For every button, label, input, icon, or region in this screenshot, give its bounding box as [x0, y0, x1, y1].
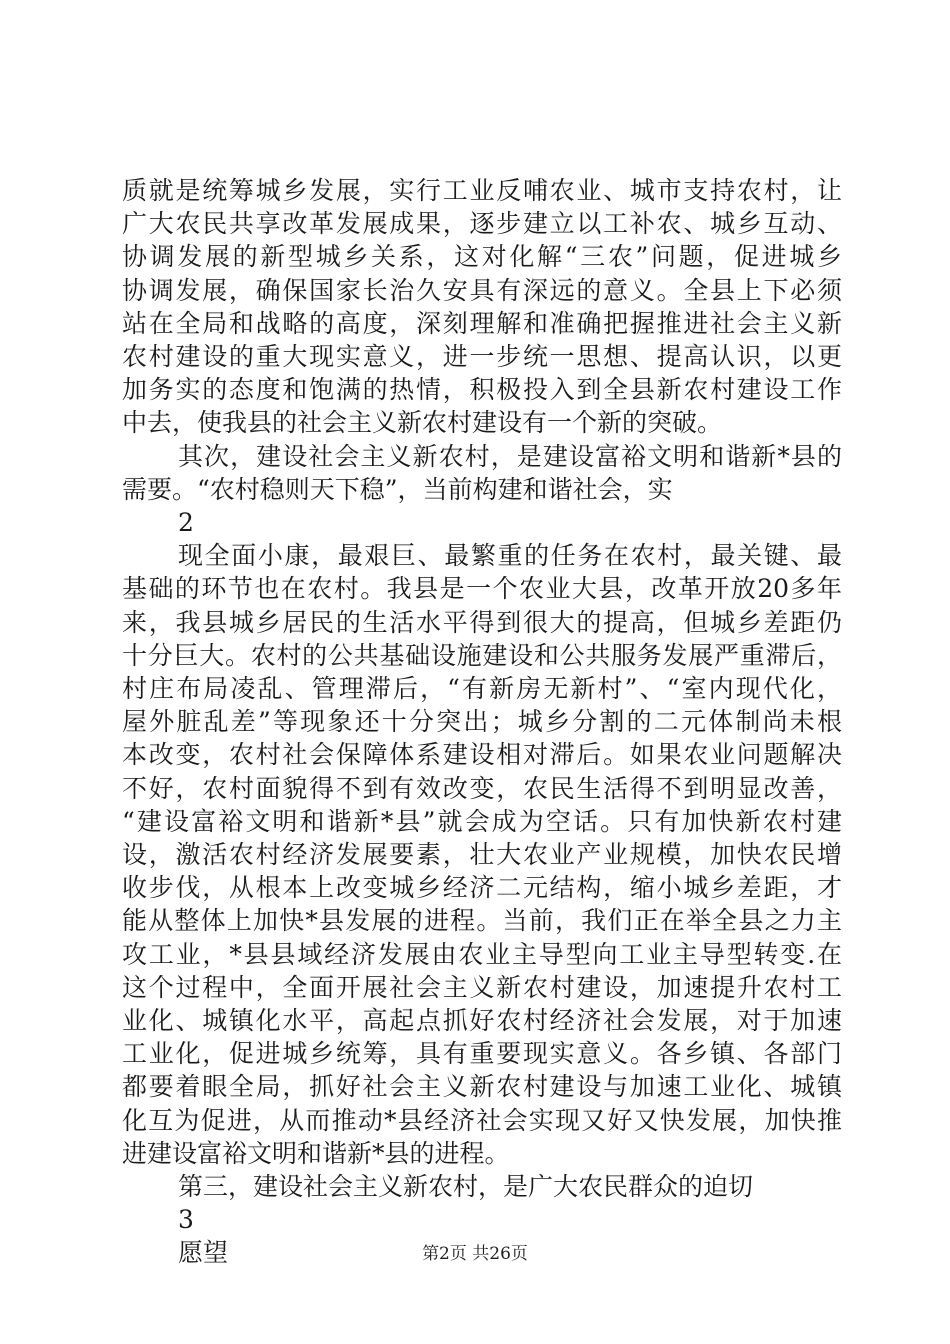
paragraph-line: 收步伐，从根本上改变城乡经济二元结构，缩小城乡差距，才: [122, 873, 842, 903]
paragraph-line: 进建设富裕文明和谐新*县的进程。: [122, 1138, 510, 1168]
paragraph-line: 化互为促进，从而推动*县经济社会实现又好又快发展，加快推: [122, 1105, 842, 1135]
paragraph-line: 这个过程中，全面开展社会主义新农村建设，加速提升农村工: [122, 972, 842, 1002]
paragraph-line: 都要着眼全局，抓好社会主义新农村建设与加速工业化、城镇: [122, 1072, 842, 1102]
paragraph-line: 中去，使我县的社会主义新农村建设有一个新的突破。: [122, 408, 723, 438]
page-marker: 2: [178, 508, 194, 537]
paragraph-line: 协调发展，确保国家长治久安具有深远的意义。全县上下必须: [122, 275, 842, 305]
paragraph-line: 十分巨大。农村的公共基础设施建设和公共服务发展严重滞后，: [122, 640, 842, 670]
paragraph-line: 来，我县城乡居民的生活水平得到很大的提高，但城乡差距仍: [122, 607, 842, 637]
paragraph-line: 需要。“农村稳则天下稳”，当前构建和谐社会，实: [122, 474, 673, 504]
paragraph-line: 能从整体上加快*县发展的进程。当前，我们正在举全县之力主: [122, 906, 842, 936]
page-marker: 3: [178, 1205, 194, 1235]
paragraph-line: 屋外脏乱差”等现象还十分突出；城乡分割的二元体制尚未根: [122, 707, 842, 737]
paragraph-line: 业化、城镇化水平，高起点抓好农村经济社会发展，对于加速: [122, 1006, 842, 1035]
paragraph-line: 愿望: [178, 1238, 229, 1268]
paragraph-line: 质就是统筹城乡发展，实行工业反哺农业、城市支持农村，让: [122, 176, 842, 205]
paragraph-line: 现全面小康，最艰巨、最繁重的任务在农村，最关键、最: [178, 541, 842, 571]
paragraph-line: 广大农民共享改革发展成果，逐步建立以工补农、城乡互动、: [122, 209, 842, 239]
page-footer: 第2页 共26页: [422, 1244, 528, 1264]
paragraph-line: 加务实的态度和饱满的热情，积极投入到全县新农村建设工作: [122, 375, 842, 405]
paragraph-line: 攻工业，*县县域经济发展由农业主导型向工业主导型转变.在: [122, 939, 842, 969]
paragraph-line: “建设富裕文明和谐新*县”就会成为空话。只有加快新农村建: [122, 806, 842, 836]
paragraph-line: 农村建设的重大现实意义，进一步统一思想、提高认识，以更: [122, 342, 842, 371]
paragraph-line: 本改变，农村社会保障体系建设相对滞后。如果农业问题解决: [122, 740, 842, 770]
paragraph-line: 不好，农村面貌得不到有效改变，农民生活得不到明显改善，: [122, 773, 842, 803]
paragraph-line: 协调发展的新型城乡关系，这对化解“三农”问题，促进城乡: [122, 242, 842, 272]
paragraph-line: 第三，建设社会主义新农村，是广大农民群众的迫切: [178, 1172, 754, 1201]
paragraph-line: 其次，建设社会主义新农村，是建设富裕文明和谐新*县的: [178, 441, 842, 471]
paragraph-line: 设，激活农村经济发展要素，壮大农业产业规模，加快农民增: [122, 840, 842, 869]
paragraph-line: 站在全局和战略的高度，深刻理解和准确把握推进社会主义新: [122, 308, 842, 338]
paragraph-line: 基础的环节也在农村。我县是一个农业大县，改革开放20多年: [122, 574, 842, 604]
paragraph-line: 村庄布局凌乱、管理滞后，“有新房无新村”、“室内现代化，: [122, 674, 842, 703]
paragraph-line: 工业化，促进城乡统筹，具有重要现实意义。各乡镇、各部门: [122, 1039, 842, 1069]
